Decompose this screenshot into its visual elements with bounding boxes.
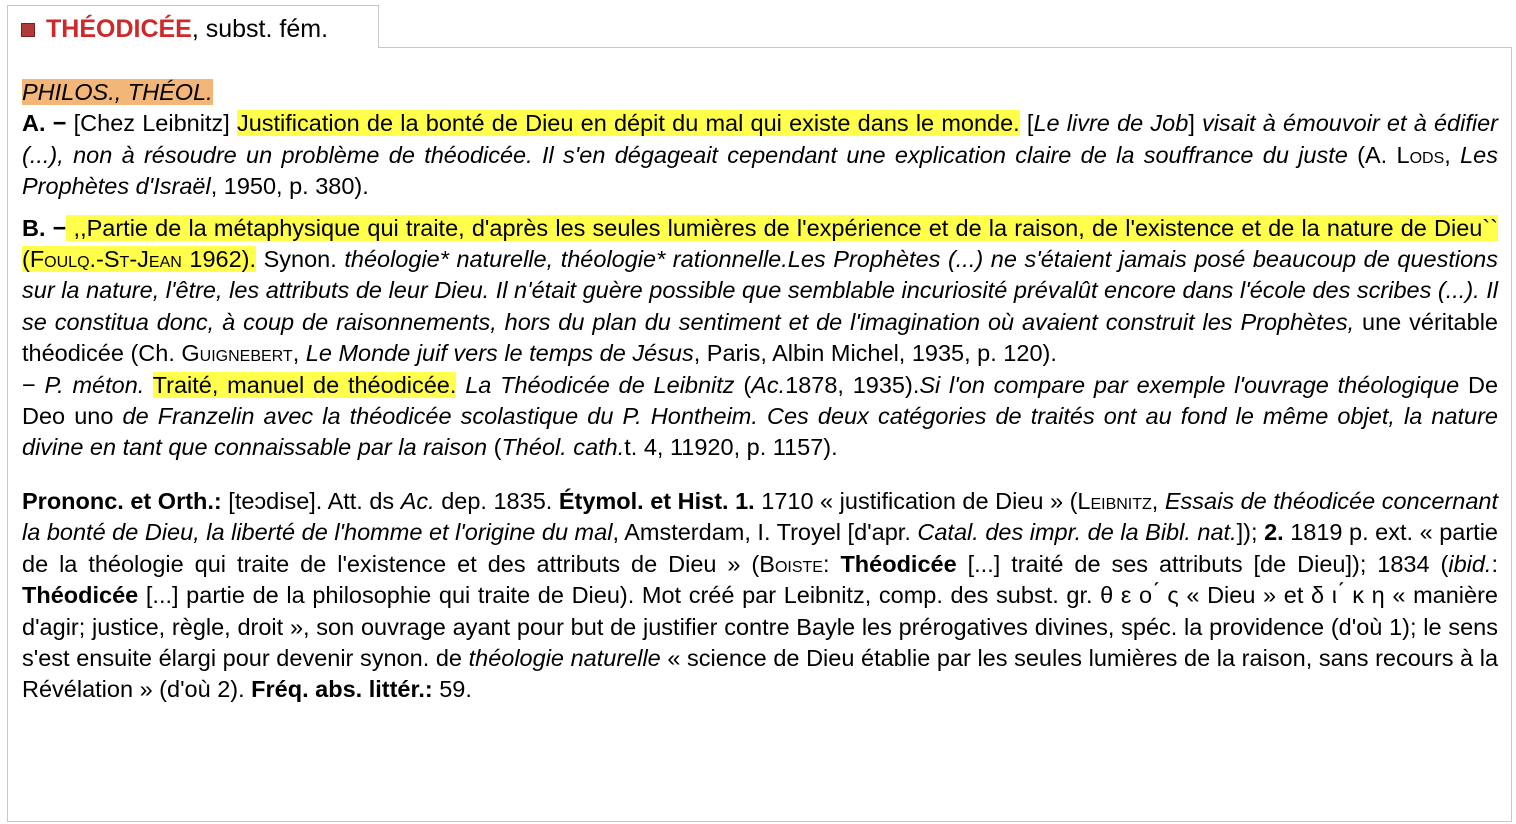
punct: , [292,340,306,367]
etymology-1-catalogue: Catal. des impr. de la Bibl. nat. [917,519,1237,546]
domain-label: PHILOS., THÉOL. [22,79,213,105]
sense-a-context: [Chez Leibnitz] [66,110,237,137]
etymology-section [22,486,1498,706]
sense-a-source-title: Les Prophètes d'Israël [22,141,1498,200]
pronunciation-text: [teɔdise]. Att. ds [221,487,401,514]
sense-b-definition-text: ,,Partie de la métaphysique qui traite, d'après les seules lumières de l'expérience et de la raison, de l'existence et de la nature de Dieu`` ( [22,214,1498,273]
etymology-2-word: Théodicée [840,550,957,577]
etymology-label: Étymol. et Hist. 1. [558,487,755,514]
punct: ] [1188,110,1203,137]
sense-b-marker: B. − [22,214,67,241]
headword: THÉODICÉE [46,15,192,43]
sense-b-source-author: Guignebert [181,340,293,367]
sense-b-source-details: , Paris, Albin Michel, 1935, p. 120). [693,340,1057,367]
entry-tab[interactable] [7,5,379,48]
sense-b-quote-tail: une véritable théodicée (Ch. [22,308,1498,367]
sense-a-marker: A. − [22,110,67,137]
sense-a-definition: Justification de la bonté de Dieu en dépit du mal qui existe dans le monde. [236,110,1020,137]
etymology-1-rest: , Amsterdam, I. Troyel [d'apr. [612,519,918,546]
ibid-ref: ibid. [1448,550,1492,577]
square-bullet-icon [21,23,35,37]
punct: , [1444,141,1461,168]
entry-tab-title [46,14,328,44]
etymology-2-tail: [...] partie de la philosophie qui traite de Dieu). Mot créé par Leibnitz, comp. des subst. gr. θ ε ο ́ ς « Dieu » et δ ι ́ κ η « manière d'agir; justice, règle, droit », son ouvrage ayant pour but de justifier contre Bayle les prérogatives divines, spéc. la providence (d'où 1); le sens s'est ensuite élargi pour devenir synon. de [22,582,1498,671]
etymology-2-word-2: Théodicée [22,582,139,609]
punct: [ [1019,110,1034,137]
etymology-2-author: Boiste [759,550,823,577]
frequency-value: 59. [432,676,472,703]
dash: − [22,371,45,398]
etymology-2-number: 2. [1264,519,1284,546]
meton-definition: Traité, manuel de théodicée. [152,371,457,398]
sub-meton [22,370,1498,464]
etymology-2-end: « science de Dieu établie par les seules lumières de la raison, sans recours à la Révélation » (d'où 2). [22,644,1499,703]
synon-terms: théologie* naturelle, théologie* rationnelle. [344,246,788,273]
meton-quote-b: de Franzelin avec la théodicée scolastique du P. Hontheim. Ces deux catégories de traités ont au fond le même objet, la nature divine en tant que connaissable par la raison [22,403,1498,461]
grammar-label: , subst. fém. [191,15,329,43]
punct: : [822,550,841,577]
sense-b [22,213,1498,370]
entry-content [22,77,1498,706]
meton-example: La Théodicée de Leibnitz [465,371,735,398]
sense-a-book: Le livre de Job [1033,110,1189,137]
punct: : [1491,550,1498,577]
punct: (A. [1347,141,1397,168]
meton-quote-a: Si l'on compare par exemple l'ouvrage théologique [919,371,1460,398]
meton-source-details: t. 4, 11920, p. 1157). [624,434,838,461]
punct: , [1151,487,1165,514]
synon-label: Synon. [256,246,345,273]
punct: ( [487,434,502,461]
ac-ref: Ac. [400,487,435,514]
sense-b-source-title: Le Monde juif vers le temps de Jésus [305,340,694,367]
space [456,372,465,398]
punct: ( [734,371,752,398]
theologie-naturelle: théologie naturelle [468,644,661,671]
frequency-label: Fréq. abs. littér.: [251,676,433,703]
sense-b-definition-year: 1962). [181,246,257,273]
etymology-1-text: 1710 « justification de Dieu » ( [754,487,1078,514]
sense-b-definition-author: Foulq.-St-Jean [29,246,182,273]
meton-example-years: 1878, 1935). [785,371,920,398]
sense-a-source-author: Lods [1396,141,1445,168]
sense-a [22,108,1498,202]
punct: ]); [1236,519,1265,546]
pronunciation-label: Prononc. et Orth.: [22,487,222,514]
etymology-1-title: Essais de théodicée concernant la bonté de Dieu, la liberté de l'homme et l'origine du mal [22,487,1498,546]
meton-example-source: Ac. [751,371,786,398]
etymology-2-mid: [...] traité de ses attributs [de Dieu]); 1834 ( [956,550,1449,577]
pronunciation-tail: dep. 1835. [434,487,559,514]
domain-line [22,77,1498,108]
meton-label: P. méton. [44,371,145,398]
etymology-2-text: 1819 p. ext. « partie de la théologie qui traite de l'existence et des attributs de Dieu » ( [22,519,1498,577]
sense-a-quote: visait à émouvoir et à édifier (...), non à résoudre un problème de théodicée. Il s'en dégageait cependant une explication claire de la souffrance du juste [22,110,1498,168]
meton-source-title: Théol. cath. [501,434,625,461]
etymology-1-author: Leibnitz [1077,487,1152,514]
space [144,372,152,398]
sense-b-quote: Les Prophètes (...) ne s'étaient jamais posé beaucoup de questions sur la nature, l'être, les attributs de leur Dieu. Il n'était guère possible que semblable incuriosité prévalût encore dans l'école des scribes (...). Il se constitua donc, à coup de raisonnements, hors du plan du sentiment et de l'imagination où avaient construit les Prophètes, [22,246,1498,335]
meton-quote-title: De Deo uno [22,371,1499,430]
sense-a-source-details: , 1950, p. 380). [210,173,369,200]
